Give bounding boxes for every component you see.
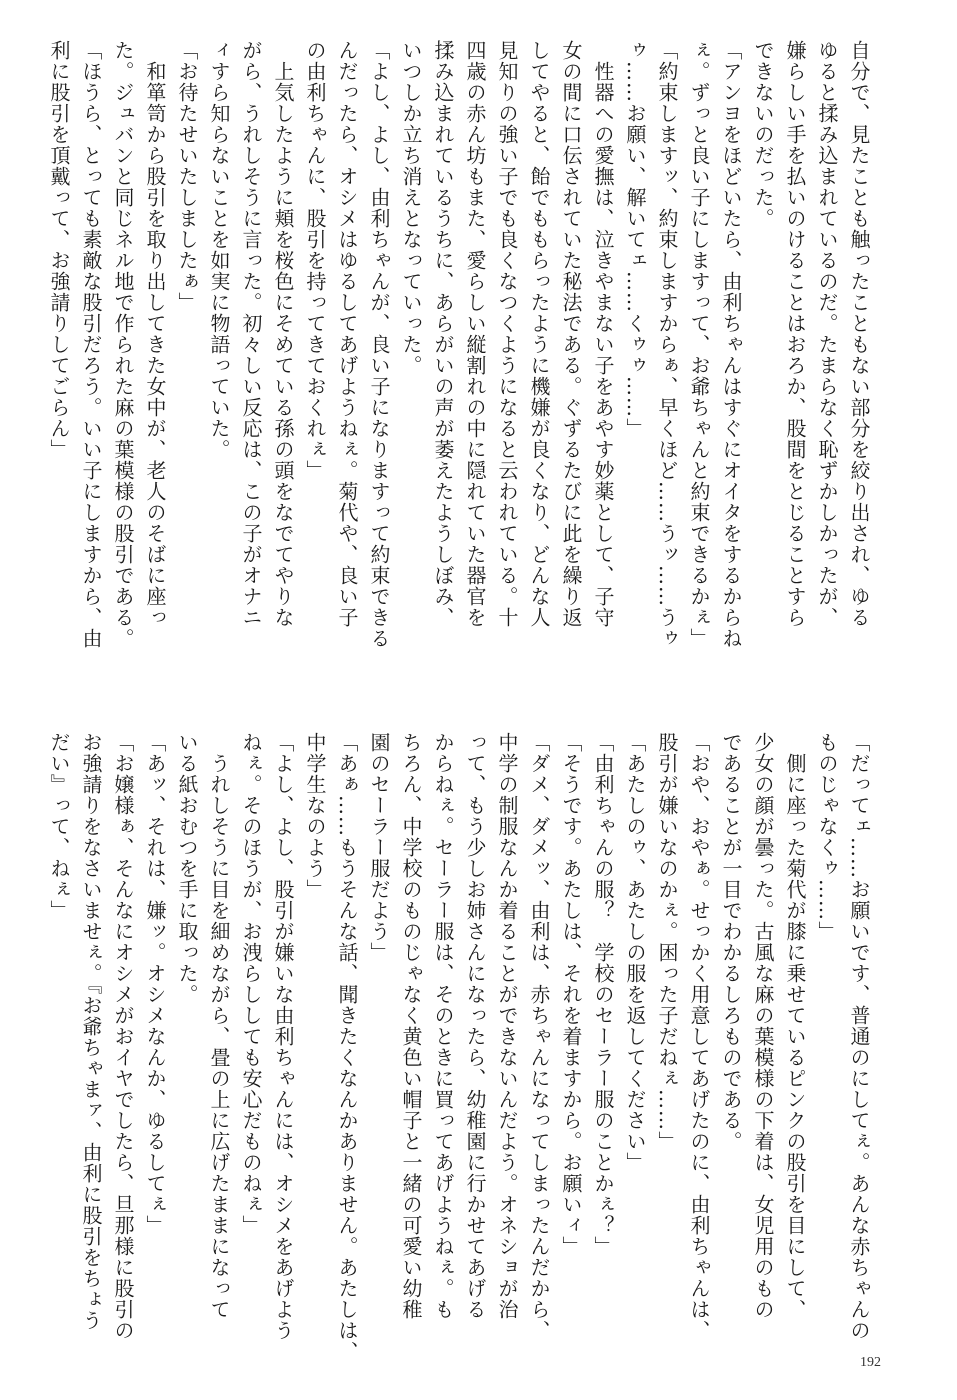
text-line: 「お待たせいたしましたぁ」: [175, 40, 199, 313]
text-block-lower: [43, 732, 875, 1362]
text-line: 「アンヨをほどいたら、由利ちゃんはすぐにオイタをするからね: [719, 40, 743, 649]
text-line: 女の間に口伝されていた秘法である。ぐずるたびに此を繰り返: [559, 40, 583, 628]
text-line: からねぇ。セーラー服は、そのときに買ってあげようねぇ。も: [431, 732, 455, 1320]
text-line: 少女の顔が曇った。古風な麻の葉模様の下着は、女児用のもの: [751, 732, 775, 1320]
text-line: ちろん、中学校のものじゃなく黄色い帽子と一緒の可愛い幼稚: [399, 732, 423, 1320]
text-line: してやると、飴でももらったように機嫌が良くなり、どんな人: [527, 40, 551, 628]
text-line: 見知りの強い子でも良くなつくようになると云われている。十: [495, 40, 519, 628]
text-line: って、もう少しお姉さんになったら、幼稚園に行かせてあげる: [463, 732, 487, 1320]
text-line: の由利ちゃんに、股引を持ってきておくれぇ」: [303, 40, 327, 481]
text-line: 「だってェ……お願いです、普通のにしてぇ。あんな赤ちゃんの: [847, 732, 871, 1341]
text-line: 「おや、おやぁ。せっかく用意してあげたのに、由利ちゃんは、: [687, 732, 711, 1341]
text-line: 「約束しますッ、約束しますからぁ、早くほど……うッ……うゥ: [655, 40, 679, 649]
page-number: 192: [860, 1355, 881, 1370]
text-line: た。ジュバンと同じネル地で作られた麻の葉模様の股引である。: [111, 40, 135, 649]
text-line: ィすら知らないことを如実に物語っていた。: [207, 40, 231, 460]
text-line: 「あたしのゥ、あたしの服を返してください」: [623, 732, 647, 1173]
text-line: いる紙おむつを手に取った。: [175, 732, 199, 1005]
text-line: 揉み込まれているうちに、あらがいの声が萎えたようしぼみ、: [431, 40, 455, 628]
text-line: ぇ。ずっと良い子にしますって、お爺ちゃんと約束できるかぇ」: [687, 40, 711, 649]
text-line: お強請りをなさいませぇ。『お爺ちゃまァ、由利に股引をちょう: [79, 732, 103, 1331]
text-line: 性器への愛撫は、泣きやまない子をあやす妙薬として、子守: [591, 40, 615, 628]
text-line: 中学の制服なんか着ることができないんだよう。オネショが治: [495, 732, 519, 1320]
text-line: 「ほうら、とっても素敵な股引だろう。いい子にしますから、由: [79, 40, 103, 649]
text-line: できないのだった。: [751, 40, 775, 229]
text-line: 「あぁ……もうそんな話、聞きたくなんかありません。あたしは、: [335, 732, 359, 1362]
text-line: 「お嬢様ぁ、そんなにオシメがおイヤでしたら、旦那様に股引の: [111, 732, 135, 1341]
text-line: ゆると揉み込まれているのだ。たまらなく恥ずかしかったが、: [815, 40, 839, 628]
text-line: うれしそうに目を細めながら、畳の上に広げたままになって: [207, 732, 231, 1320]
text-line: 「よし、よし、股引が嫌いな由利ちゃんには、オシメをあげよう: [271, 732, 295, 1341]
text-line: 「よし、よし、由利ちゃんが、良い子になりますって約束できる: [367, 40, 391, 649]
text-line: であることが一目でわかるしろものである。: [719, 732, 743, 1152]
text-line: 「あッ、それは、嫌ッ。オシメなんか、ゆるしてぇ」: [143, 732, 167, 1236]
text-line: ねぇ。そのほうが、お洩らししても安心だものねぇ」: [239, 732, 263, 1236]
text-line: 園のセーラー服だよう」: [367, 732, 391, 963]
text-line: だい』って、ねぇ」: [47, 732, 71, 921]
text-line: 股引が嫌いなのかぇ。困った子だねぇ……」: [655, 732, 679, 1152]
text-line: 中学生なのよう」: [303, 732, 327, 900]
text-line: んだったら、オシメはゆるしてあげようねぇ。菊代や、良い子: [335, 40, 359, 628]
text-line: いつしか立ち消えとなっていった。: [399, 40, 423, 376]
text-line: 側に座った菊代が膝に乗せているピンクの股引を目にして、: [783, 732, 807, 1320]
text-line: 「由利ちゃんの服？ 学校のセーラー服のことかぇ？」: [591, 732, 615, 1257]
text-line: ゥ……お願い、解いてェ……くゥゥ……」: [623, 40, 647, 439]
text-line: ものじゃなくゥ……」: [815, 732, 839, 942]
text-line: 利に股引を頂戴って、お強請りしてごらん」: [47, 40, 71, 460]
text-block-upper: [43, 40, 875, 660]
text-line: 上気したように頬を桜色にそめている孫の頭をなでてやりな: [271, 40, 295, 628]
text-line: 和箪笥から股引を取り出してきた女中が、老人のそばに座っ: [143, 40, 167, 628]
text-line: 四歳の赤ん坊もまた、愛らしい縦割れの中に隠れていた器官を: [463, 40, 487, 628]
text-line: がら、うれしそうに言った。初々しい反応は、この子がオナニ: [239, 40, 263, 628]
text-line: 嫌らしい手を払いのけることはおろか、股間をとじることすら: [783, 40, 807, 628]
text-line: 「そうです。あたしは、それを着ますから。お願いィ」: [559, 732, 583, 1257]
text-line: 「ダメ、ダメッ、由利は、赤ちゃんになってしまったんだから、: [527, 732, 551, 1341]
text-line: 自分で、見たことも触ったこともない部分を絞り出され、ゆる: [847, 40, 871, 628]
